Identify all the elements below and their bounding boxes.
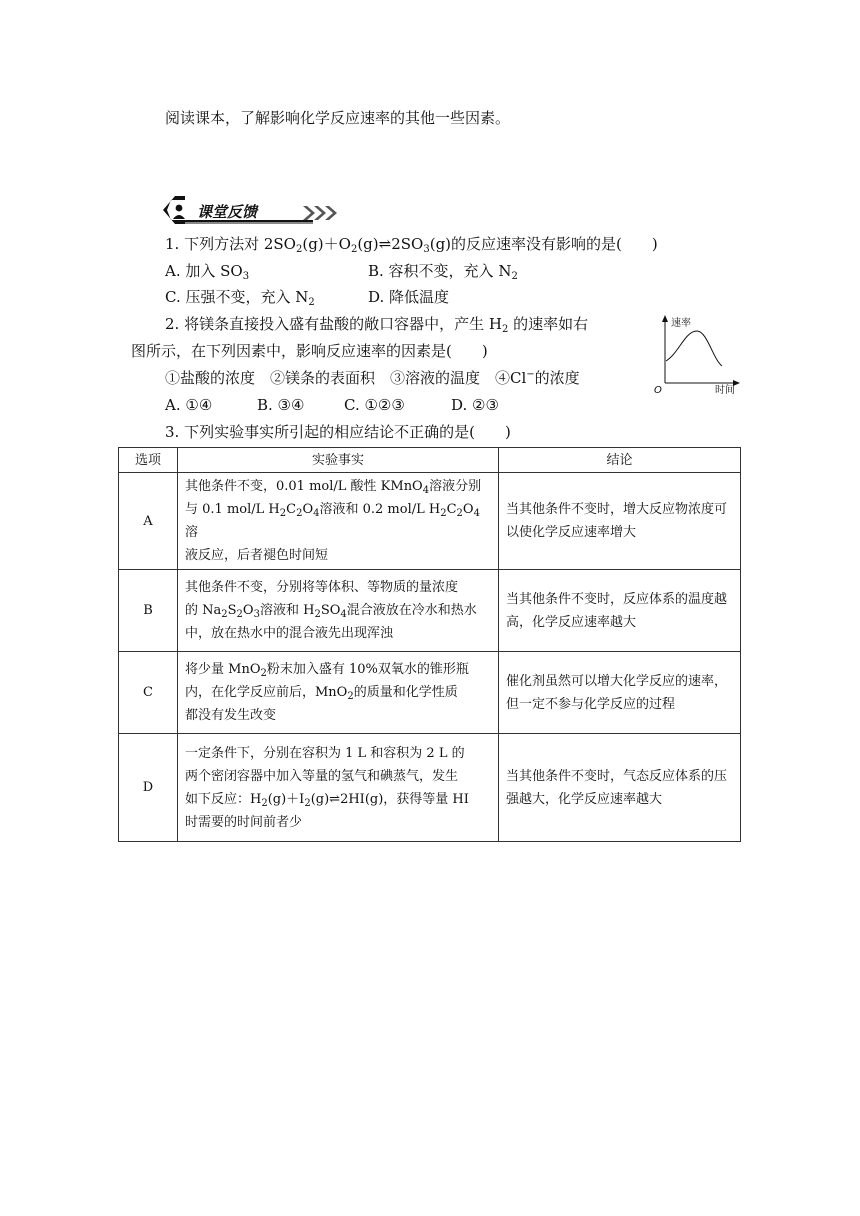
row-option: A <box>119 473 178 570</box>
table-row <box>119 734 741 842</box>
header-option: 选项 <box>119 448 178 473</box>
rate-time-chart <box>645 313 745 395</box>
row-option: D <box>119 734 178 842</box>
row-fact: 将少量 MnO$_2$粉末加入盛有 10%双氧水的锥形瓶 内，在化学反应前后，MnO$_2$的质量和化学性质 都没有发生改变 <box>178 652 499 734</box>
double-arrow-icon <box>303 206 337 220</box>
q1-option-c: C. 压强不变，充入 $N_2$ <box>165 288 315 308</box>
row-conclusion: 当其他条件不变时，反应体系的温度越高，化学反应速率越大 <box>499 570 741 652</box>
table-header-row <box>119 448 741 473</box>
table-row <box>119 570 741 652</box>
section-title: 课堂反馈 <box>197 203 258 221</box>
q3-table <box>118 447 741 842</box>
rate-curve <box>666 331 722 366</box>
row-conclusion: 催化剂虽然可以增大化学反应的速率，但一定不参与化学反应的过程 <box>499 652 741 734</box>
row-conclusion: 当其他条件不变时，气态反应体系的压强越大，化学反应速率越大 <box>499 734 741 842</box>
intro-text: 阅读课本，了解影响化学反应速率的其他一些因素。 <box>165 109 511 127</box>
header-fact: 实验事实 <box>178 448 499 473</box>
q1-option-a: A. 加入 $SO_3$ <box>165 262 250 282</box>
q2-factors: ①盐酸的浓度 ②镁条的表面积 ③溶液的温度 ④Cl−的浓度 <box>165 369 580 387</box>
header-conclusion: 结论 <box>499 448 741 473</box>
row-fact: 其他条件不变，分别将等体积、等物质的量浓度 的 $Na_2S_2O_3$溶液和 $H_2SO_4$混合液放在冷水和热水 中，放在热水中的混合液先出现浑浊 <box>178 570 499 652</box>
section-banner <box>163 192 339 228</box>
q2-option-b: B. ③④ <box>257 396 305 414</box>
q2-option-a: A. ①④ <box>165 396 213 414</box>
person-icon <box>176 205 183 212</box>
q2-option-d: D. ②③ <box>451 396 499 414</box>
q1-stem: 1. 下列方法对 $2SO_2(g)+O_2(g)\rightleftharpoons 2SO_3(g)$的反应速率没有影响的是( ) <box>165 235 658 255</box>
q1-option-b: B. 容积不变，充入 $N_2$ <box>368 262 518 282</box>
y-axis-arrow-icon <box>662 315 668 322</box>
row-option: C <box>119 652 178 734</box>
chart-origin-label: O <box>654 385 662 395</box>
table-row <box>119 652 741 734</box>
row-conclusion: 当其他条件不变时，增大反应物浓度可以使化学反应速率增大 <box>499 473 741 570</box>
table-row <box>119 473 741 570</box>
q2-stem-line2: 图所示，在下列因素中，影响反应速率的因素是( ) <box>131 342 488 360</box>
row-fact: 一定条件下，分别在容积为 1 L 和容积为 2 L 的 两个密闭容器中加入等量的氢气和碘蒸气，发生 如下反应：$H_2(g)+I_2(g)\rightleftharpoons 2HI(g)$，获得等量 HI 时需要的时间前者少 <box>178 734 499 842</box>
q2-option-c: C. ①②③ <box>344 396 405 414</box>
row-fact: 其他条件不变，0.01 mol/L 酸性 KMnO$_4$溶液分别 与 0.1 mol/L $H_2C_2O_4$溶液和 0.2 mol/L $H_2C_2O_4$溶 液反应，后者褪色时间短 <box>178 473 499 570</box>
chart-y-label: 速率 <box>671 318 691 329</box>
q1-option-d: D. 降低温度 <box>368 288 450 306</box>
chart-x-label: 时间 <box>715 385 735 395</box>
q3-stem: 3. 下列实验事实所引起的相应结论不正确的是( ) <box>165 423 511 441</box>
row-option: B <box>119 570 178 652</box>
q2-stem-line1: 2. 将镁条直接投入盛有盐酸的敞口容器中，产生 $H_2$ 的速率如右 <box>165 315 589 335</box>
